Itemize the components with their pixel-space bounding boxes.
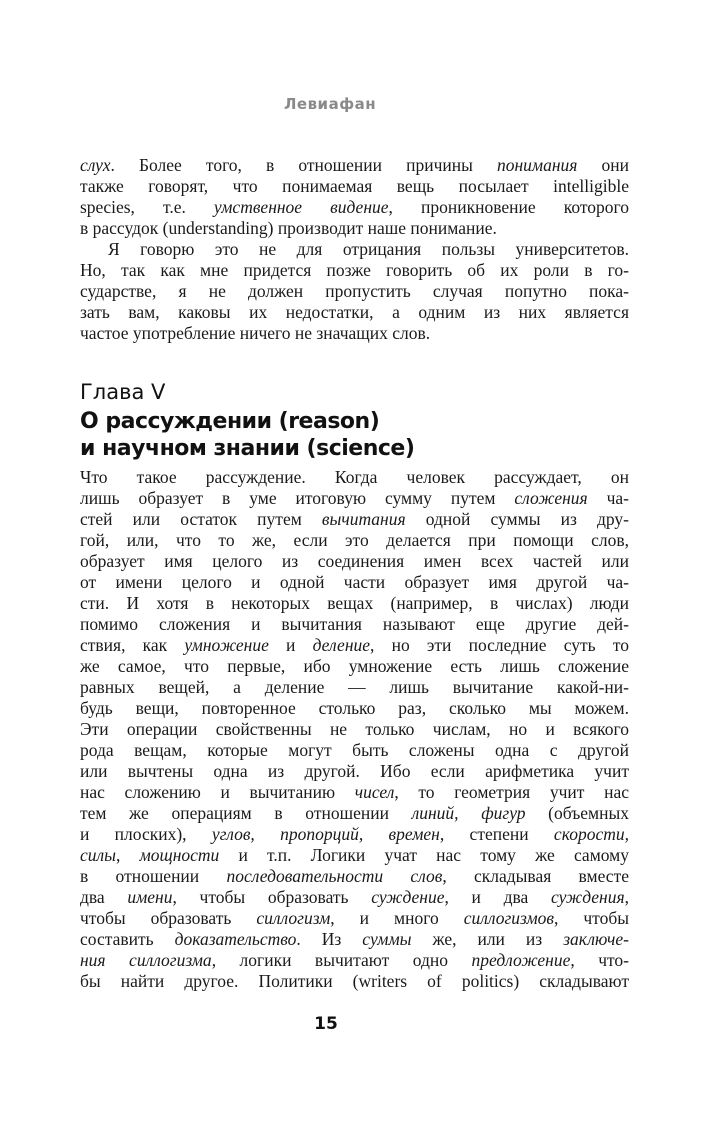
italic-text: доказательство bbox=[174, 929, 297, 949]
text-line bbox=[80, 572, 629, 593]
text-segment: ча- bbox=[587, 488, 629, 508]
italic-text: сложения bbox=[514, 488, 588, 508]
text-segment: сударстве, я не должен пропустить случая попутно пока- bbox=[80, 281, 629, 301]
text-segment: образует имя целого из соединения имен всех частей или bbox=[80, 551, 629, 571]
text-segment: , степени bbox=[439, 824, 554, 844]
text-segment: , чтобы образовать bbox=[172, 887, 372, 907]
text-line bbox=[80, 677, 629, 698]
text-segment: равных вещей, а деление — лишь вычитание какой-ни- bbox=[80, 677, 629, 697]
text-segment: Что такое рассуждение. Когда человек рассуждает, он bbox=[80, 467, 629, 487]
text-line bbox=[80, 740, 629, 761]
text-segment: одной суммы из дру- bbox=[405, 509, 629, 529]
text-segment: помимо сложения и вычитания называют еще другие дей- bbox=[80, 614, 629, 634]
italic-text: линий, фигур bbox=[411, 803, 526, 823]
text-line bbox=[80, 509, 629, 530]
text-segment: же, или из bbox=[411, 929, 564, 949]
text-line bbox=[80, 155, 629, 176]
text-segment: в рассудок (understanding) производит наше понимание. bbox=[80, 218, 497, 238]
text-line bbox=[80, 698, 629, 719]
text-segment: или вычтены одна из другой. Ибо если арифметика учит bbox=[80, 761, 629, 781]
italic-text: последовательности слов bbox=[226, 866, 443, 886]
text-line bbox=[80, 488, 629, 509]
text-segment: и bbox=[268, 635, 313, 655]
text-segment: два bbox=[80, 887, 128, 907]
italic-text: слух bbox=[80, 155, 111, 175]
text-segment: они bbox=[577, 155, 630, 175]
text-segment: . Из bbox=[296, 929, 363, 949]
text-segment: , bbox=[116, 845, 140, 865]
italic-text: скорости, bbox=[553, 824, 629, 844]
chapter-label: Глава V bbox=[80, 380, 166, 404]
text-segment: ствия, как bbox=[80, 635, 185, 655]
chapter-title-line: и научном знании (science) bbox=[80, 436, 415, 461]
italic-text: суждение bbox=[371, 887, 445, 907]
text-segment: , но эти последние суть то bbox=[370, 635, 630, 655]
text-line bbox=[80, 929, 629, 950]
text-segment: и т.п. Логики учат нас тому же самому bbox=[219, 845, 630, 865]
text-line bbox=[80, 950, 629, 971]
text-segment: лишь образует в уме итоговую сумму путем bbox=[80, 488, 515, 508]
italic-text: заключе- bbox=[563, 929, 629, 949]
text-line bbox=[80, 467, 629, 488]
text-line bbox=[80, 887, 629, 908]
italic-text: суждения bbox=[550, 887, 625, 907]
text-segment: от имени целого и одной части образует имя другой ча- bbox=[80, 572, 629, 592]
text-segment: (объемных bbox=[525, 803, 629, 823]
text-segment: бы найти другое. Политики (writers of politics) складывают bbox=[80, 971, 629, 991]
text-segment: рода вещам, которые могут быть сложены одна с другой bbox=[80, 740, 629, 760]
text-segment: . Более того, в отношении причины bbox=[110, 155, 497, 175]
text-segment: , проникновение которого bbox=[388, 197, 629, 217]
italic-text: деление bbox=[312, 635, 371, 655]
text-line bbox=[80, 239, 629, 260]
text-line bbox=[80, 971, 629, 992]
italic-text: понимания bbox=[497, 155, 578, 175]
text-line bbox=[80, 323, 629, 344]
text-segment: , и много bbox=[330, 908, 464, 928]
text-line bbox=[80, 551, 629, 572]
text-segment: нас сложению и вычитанию bbox=[80, 782, 355, 802]
italic-text: умственное видение bbox=[213, 197, 389, 217]
chapter-body-text bbox=[80, 467, 629, 992]
text-line bbox=[80, 803, 629, 824]
text-line bbox=[80, 908, 629, 929]
text-segment: тем же операциям в отношении bbox=[80, 803, 412, 823]
text-line bbox=[80, 260, 629, 281]
body-text-continued bbox=[80, 155, 629, 344]
text-line bbox=[80, 281, 629, 302]
text-segment: гой, или, что то же, если это делается при помощи слов, bbox=[80, 530, 629, 550]
italic-text: силлогизм bbox=[256, 908, 331, 928]
text-segment: частое употребление ничего не значащих слов. bbox=[80, 323, 431, 343]
text-line bbox=[80, 614, 629, 635]
text-segment: в отношении bbox=[80, 866, 227, 886]
text-line bbox=[80, 197, 629, 218]
text-segment: , что- bbox=[570, 950, 630, 970]
page-number: 15 bbox=[314, 1014, 338, 1034]
italic-text: чисел bbox=[354, 782, 395, 802]
text-segment: , логики вычитают одно bbox=[211, 950, 472, 970]
italic-text: ния силлогизма bbox=[80, 950, 212, 970]
text-line bbox=[80, 176, 629, 197]
text-line bbox=[80, 530, 629, 551]
text-segment: зать вам, каковы их недостатки, а одним из них является bbox=[80, 302, 629, 322]
text-segment: Я говорю это не для отрицания пользы университетов. bbox=[108, 239, 629, 259]
chapter-title-line: О рассуждении (reason) bbox=[80, 409, 380, 434]
text-line bbox=[80, 635, 629, 656]
text-line bbox=[80, 719, 629, 740]
running-head: Левиафан bbox=[283, 95, 377, 113]
text-segment: сти. И хотя в некоторых вещах (например, в числах) люди bbox=[80, 593, 629, 613]
text-line bbox=[80, 593, 629, 614]
text-line bbox=[80, 845, 629, 866]
text-line bbox=[80, 218, 629, 239]
italic-text: силлогизмов bbox=[463, 908, 554, 928]
text-segment: стей или остаток путем bbox=[80, 509, 322, 529]
text-segment: , bbox=[624, 887, 629, 907]
text-line bbox=[80, 824, 629, 845]
text-segment: же самое, что первые, ибо умножение есть лишь сложение bbox=[80, 656, 629, 676]
text-segment: составить bbox=[80, 929, 175, 949]
italic-text: силы bbox=[80, 845, 116, 865]
italic-text: умножение bbox=[184, 635, 269, 655]
text-line bbox=[80, 302, 629, 323]
italic-text: мощности bbox=[139, 845, 220, 865]
text-segment: и плоских), bbox=[80, 824, 212, 844]
text-segment: чтобы образовать bbox=[80, 908, 257, 928]
text-line bbox=[80, 656, 629, 677]
text-line bbox=[80, 782, 629, 803]
text-line bbox=[80, 866, 629, 887]
text-segment: , и два bbox=[444, 887, 551, 907]
text-segment: Эти операции свойственны не только числам, но и всякого bbox=[80, 719, 629, 739]
italic-text: углов, пропорций, времен bbox=[211, 824, 440, 844]
italic-text: имени bbox=[127, 887, 173, 907]
text-segment: также говорят, что понимаемая вещь посылает intelligible bbox=[80, 176, 629, 196]
text-segment: species, т.е. bbox=[80, 197, 214, 217]
text-line bbox=[80, 761, 629, 782]
text-segment: будь вещи, повторенное столько раз, сколько мы можем. bbox=[80, 698, 629, 718]
text-segment: , складывая вместе bbox=[442, 866, 629, 886]
text-segment: , то геометрия учит нас bbox=[394, 782, 629, 802]
text-segment: Но, так как мне придется позже говорить об их роли в го- bbox=[80, 260, 629, 280]
italic-text: предложение bbox=[471, 950, 571, 970]
text-segment: , чтобы bbox=[553, 908, 629, 928]
italic-text: вычитания bbox=[321, 509, 406, 529]
chapter-title bbox=[80, 408, 414, 462]
italic-text: суммы bbox=[362, 929, 412, 949]
